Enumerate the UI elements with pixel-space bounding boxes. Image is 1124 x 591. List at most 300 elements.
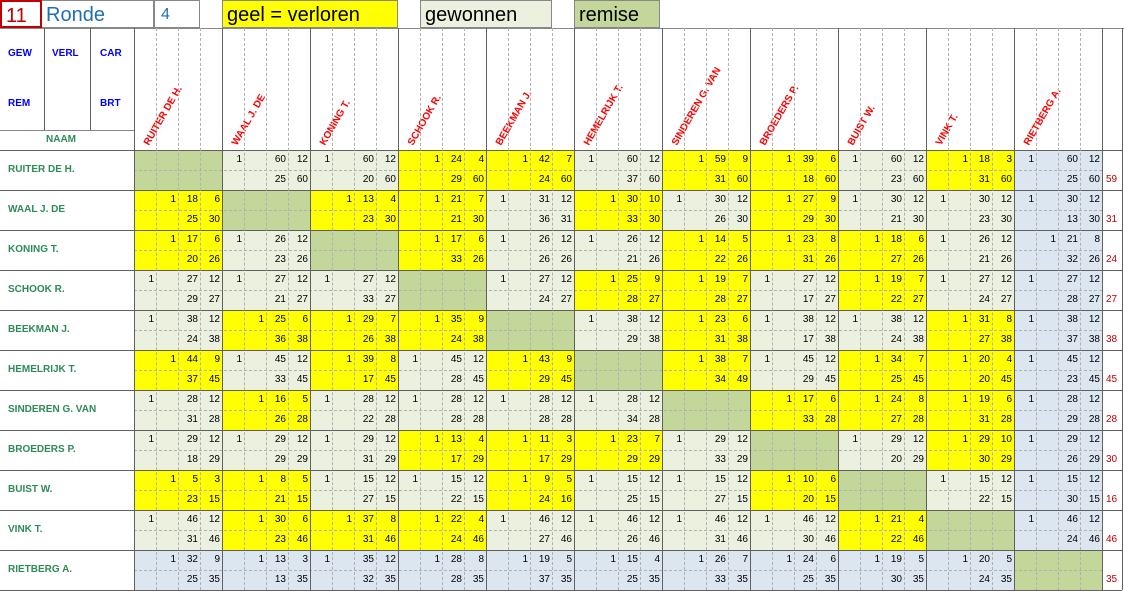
cell-value: 20	[890, 454, 902, 465]
cell-value: 29	[362, 314, 374, 325]
cell-value: 1	[522, 554, 528, 565]
cell-value: 21	[890, 514, 902, 525]
cell-value: 12	[912, 154, 924, 165]
cell-value: 29	[186, 434, 198, 445]
sub-column-line	[200, 28, 201, 590]
cell-value: 8	[830, 234, 836, 245]
cell-value: 12	[296, 434, 308, 445]
sub-column-line	[1036, 28, 1037, 590]
cell-value: 38	[648, 334, 660, 345]
cell-value: 30	[1000, 214, 1012, 225]
cell-value: 46	[648, 534, 660, 545]
cell-value: 12	[296, 354, 308, 365]
cell-value: 1	[346, 314, 352, 325]
cell-value: 33	[450, 254, 462, 265]
cell-value: 8	[918, 394, 924, 405]
cell-value: 26	[714, 554, 726, 565]
cell-value: 1	[434, 434, 440, 445]
cell-value: 1	[434, 234, 440, 245]
cell-value: 26	[560, 254, 572, 265]
cell-value: 12	[1000, 234, 1012, 245]
cell-value: 7	[918, 274, 924, 285]
column-separator	[398, 28, 399, 590]
cell-value: 1	[412, 354, 418, 365]
cell-value: 28	[450, 554, 462, 565]
cell-value: 1	[1028, 434, 1034, 445]
sub-column-line	[882, 28, 883, 590]
cell-value: 26	[714, 214, 726, 225]
cell-value: 6	[302, 514, 308, 525]
cell-value: 25	[626, 274, 638, 285]
cell-value: 35	[472, 574, 484, 585]
cell-value: 60	[1066, 154, 1078, 165]
cell-value: 17	[450, 454, 462, 465]
cell-value: 3	[1006, 154, 1012, 165]
cell-value: 29	[802, 214, 814, 225]
cell-value: 1	[962, 434, 968, 445]
player-name: RIETBERG A.	[8, 564, 73, 575]
row-separator	[0, 390, 1122, 391]
cell-value: 45	[1088, 374, 1100, 385]
cell-value: 1	[676, 194, 682, 205]
cell-value: 27	[384, 294, 396, 305]
cell-value: 6	[918, 234, 924, 245]
cell-value: 1	[610, 434, 616, 445]
sub-column-line	[354, 28, 355, 590]
cell-value: 43	[538, 354, 550, 365]
cell-value: 35	[362, 554, 374, 565]
cell-value: 26	[648, 254, 660, 265]
column-header: SCHOOK R.	[406, 92, 444, 148]
cell-value: 29	[1066, 434, 1078, 445]
cell-value: 60	[736, 174, 748, 185]
cell-value: 60	[274, 154, 286, 165]
cell-value: 16	[274, 394, 286, 405]
cell-value: 12	[648, 154, 660, 165]
cell-value: 18	[186, 194, 198, 205]
cell-value: 23	[978, 214, 990, 225]
cell-value: 26	[274, 234, 286, 245]
cell-value: 8	[390, 354, 396, 365]
cell-value: 38	[384, 334, 396, 345]
cell-value: 20	[362, 174, 374, 185]
cell-value: 29	[1066, 414, 1078, 425]
cell-value: 10	[648, 194, 660, 205]
cell-value: 6	[742, 314, 748, 325]
cell-value: 1	[852, 434, 858, 445]
cell-value: 28	[1066, 394, 1078, 405]
sub-column-line	[992, 28, 993, 590]
cell-value: 12	[384, 434, 396, 445]
cell-value: 34	[714, 374, 726, 385]
cell-value: 15	[978, 474, 990, 485]
cell-value: 12	[824, 314, 836, 325]
player-name: KONING T.	[8, 244, 59, 255]
cell-value: 17	[186, 234, 198, 245]
cell-value: 31	[714, 334, 726, 345]
sub-column-line	[442, 28, 443, 590]
cell-value: 59	[714, 154, 726, 165]
cell-value: 30	[978, 454, 990, 465]
cell-value: 1	[1028, 274, 1034, 285]
cell-value: 19	[714, 274, 726, 285]
cell-value: 60	[1000, 174, 1012, 185]
cell-value: 37	[626, 174, 638, 185]
cell-value: 20	[978, 554, 990, 565]
cell-value: 14	[714, 234, 726, 245]
cell-value: 1	[148, 514, 154, 525]
legend-brt: BRT	[100, 98, 121, 109]
cell-value: 46	[1088, 534, 1100, 545]
cell-value: 27	[978, 334, 990, 345]
cell-value: 1	[1028, 314, 1034, 325]
cell-value: 1	[324, 394, 330, 405]
cell-value: 45	[274, 354, 286, 365]
cell-value: 27	[538, 274, 550, 285]
cell-value: 31	[978, 314, 990, 325]
cell-value: 15	[714, 474, 726, 485]
cell-value: 25	[1066, 174, 1078, 185]
column-separator	[838, 28, 839, 590]
cell-value: 12	[384, 274, 396, 285]
cell-value: 9	[742, 154, 748, 165]
column-separator	[486, 28, 487, 590]
cell-value: 1	[940, 234, 946, 245]
column-header: SINDEREN G. VAN	[670, 65, 724, 148]
cell-value: 46	[824, 534, 836, 545]
cell-value: 38	[1088, 334, 1100, 345]
sub-column-line	[794, 28, 795, 590]
cell-value: 30	[912, 214, 924, 225]
cell-value: 1	[1028, 474, 1034, 485]
cell-value: 20	[978, 354, 990, 365]
cell-value: 26	[538, 254, 550, 265]
cell-value: 23	[802, 234, 814, 245]
cell-value: 1	[874, 554, 880, 565]
column-header: RUITER DE H.	[142, 84, 185, 148]
cell-value: 1	[236, 354, 242, 365]
cell-value: 1	[698, 314, 704, 325]
cell-value: 12	[472, 354, 484, 365]
cell-value: 27	[714, 494, 726, 505]
cell-value: 22	[450, 494, 462, 505]
cell-value: 17	[538, 454, 550, 465]
row-total: 27	[1106, 294, 1118, 305]
legend-gew: GEW	[8, 48, 32, 59]
row-total: 31	[1106, 214, 1118, 225]
cell-value: 28	[450, 414, 462, 425]
cell-value: 35	[208, 574, 220, 585]
cell-value: 1	[588, 514, 594, 525]
cell-value: 3	[214, 474, 220, 485]
cell-value: 46	[714, 514, 726, 525]
cell-value: 29	[890, 434, 902, 445]
cell-value: 18	[802, 174, 814, 185]
cell-value: 1	[412, 394, 418, 405]
legend-rem: REM	[8, 98, 31, 109]
cell-value: 35	[1000, 574, 1012, 585]
cell-value: 39	[802, 154, 814, 165]
cell-value: 38	[1066, 314, 1078, 325]
player-name: BROEDERS P.	[8, 444, 76, 455]
cell-value: 26	[296, 254, 308, 265]
cell-value: 60	[648, 174, 660, 185]
cell-value: 1	[786, 194, 792, 205]
cell-value: 12	[296, 234, 308, 245]
cell-value: 22	[890, 294, 902, 305]
cell-value: 7	[566, 154, 572, 165]
cell-value: 29	[978, 434, 990, 445]
cell-value: 29	[626, 334, 638, 345]
cell-value: 31	[714, 174, 726, 185]
cell-value: 30	[714, 194, 726, 205]
cell-value: 24	[450, 534, 462, 545]
sub-column-line	[530, 28, 531, 590]
cell-value: 29	[296, 454, 308, 465]
cell-value: 1	[786, 234, 792, 245]
row-separator	[0, 230, 1122, 231]
column-header: WAAL J. DE	[230, 92, 269, 148]
cell-value: 1	[148, 314, 154, 325]
cell-value: 60	[824, 174, 836, 185]
cell-value: 1	[588, 394, 594, 405]
cell-value: 28	[450, 574, 462, 585]
cell-value: 12	[560, 194, 572, 205]
cell-value: 27	[736, 294, 748, 305]
cell-value: 35	[736, 574, 748, 585]
column-separator	[574, 28, 575, 590]
cell-value: 26	[1066, 454, 1078, 465]
cell-value: 1	[962, 154, 968, 165]
cell-value: 38	[824, 334, 836, 345]
cell-value: 25	[626, 574, 638, 585]
cell-value: 1	[522, 434, 528, 445]
cell-value: 4	[478, 514, 484, 525]
cell-value: 31	[186, 534, 198, 545]
cell-value: 60	[890, 154, 902, 165]
cell-value: 18	[186, 454, 198, 465]
cell-value: 26	[912, 254, 924, 265]
cell-value: 1	[258, 314, 264, 325]
cell-value: 12	[648, 394, 660, 405]
column-header: BUIST W.	[846, 103, 878, 148]
cell-value: 46	[472, 534, 484, 545]
cell-value: 5	[1006, 554, 1012, 565]
sub-column-line	[684, 28, 685, 590]
cell-value: 1	[324, 554, 330, 565]
cell-value: 28	[912, 414, 924, 425]
cell-value: 12	[1088, 194, 1100, 205]
cell-value: 12	[296, 154, 308, 165]
cell-value: 30	[1088, 214, 1100, 225]
cell-value: 1	[940, 274, 946, 285]
cell-value: 1	[852, 314, 858, 325]
sub-column-line	[860, 28, 861, 590]
cell-value: 34	[626, 414, 638, 425]
cell-value: 35	[824, 574, 836, 585]
cell-value: 20	[186, 254, 198, 265]
cell-value: 1	[874, 354, 880, 365]
cell-value: 1	[500, 514, 506, 525]
cell-value: 60	[626, 154, 638, 165]
cell-value: 21	[1066, 234, 1078, 245]
cell-value: 23	[186, 494, 198, 505]
cell-value: 12	[1000, 274, 1012, 285]
cell-value: 5	[302, 474, 308, 485]
cell-value: 7	[918, 354, 924, 365]
cell-value: 1	[148, 434, 154, 445]
player-name: BEEKMAN J.	[8, 324, 70, 335]
cell-value: 15	[626, 554, 638, 565]
cell-value: 29	[538, 374, 550, 385]
cell-value: 37	[362, 514, 374, 525]
cell-value: 1	[434, 154, 440, 165]
row-total: 45	[1106, 374, 1118, 385]
cell-value: 31	[186, 414, 198, 425]
cell-value: 12	[1088, 274, 1100, 285]
cell-value: 1	[324, 154, 330, 165]
cell-value: 27	[912, 294, 924, 305]
column-separator	[926, 28, 927, 590]
cell-value: 30	[626, 194, 638, 205]
cell-value: 1	[522, 474, 528, 485]
cell-value: 45	[802, 354, 814, 365]
cell-value: 1	[500, 194, 506, 205]
cell-value: 12	[1000, 194, 1012, 205]
cell-value: 60	[384, 174, 396, 185]
cell-value: 26	[472, 254, 484, 265]
cell-value: 12	[1088, 154, 1100, 165]
cell-value: 1	[874, 514, 880, 525]
cell-value: 12	[736, 434, 748, 445]
cell-value: 34	[890, 354, 902, 365]
cell-value: 13	[274, 554, 286, 565]
cell-value: 7	[654, 434, 660, 445]
cell-value: 11	[539, 434, 550, 445]
cell-value: 29	[362, 434, 374, 445]
cell-value: 5	[302, 394, 308, 405]
row-separator	[0, 510, 1122, 511]
cell-value: 9	[830, 194, 836, 205]
row-separator	[0, 470, 1122, 471]
cell-value: 6	[214, 234, 220, 245]
cell-value: 24	[978, 574, 990, 585]
cell-value: 8	[390, 514, 396, 525]
cell-value: 15	[472, 494, 484, 505]
cell-value: 4	[478, 154, 484, 165]
cell-value: 19	[538, 554, 550, 565]
column-separator	[310, 28, 311, 590]
cell-value: 1	[170, 474, 176, 485]
legend-draw: remise	[574, 0, 660, 28]
cell-value: 37	[1066, 334, 1078, 345]
cell-value: 1	[522, 154, 528, 165]
cell-value: 46	[802, 514, 814, 525]
cell-value: 20	[978, 374, 990, 385]
row-separator	[0, 430, 1122, 431]
cell-value: 12	[384, 154, 396, 165]
cell-value: 29	[472, 454, 484, 465]
top-bar-divider	[0, 28, 1124, 29]
cell-value: 1	[588, 474, 594, 485]
cell-value: 1	[588, 234, 594, 245]
cell-value: 1	[1028, 514, 1034, 525]
cell-value: 1	[346, 514, 352, 525]
cell-value: 1	[434, 554, 440, 565]
cell-value: 46	[912, 534, 924, 545]
cell-value: 28	[824, 414, 836, 425]
player-name: BUIST W.	[8, 484, 53, 495]
cell-value: 24	[802, 554, 814, 565]
cell-value: 1	[940, 194, 946, 205]
cell-value: 1	[588, 154, 594, 165]
cell-value: 60	[472, 174, 484, 185]
cell-value: 12	[736, 474, 748, 485]
cell-value: 38	[626, 314, 638, 325]
cell-value: 6	[830, 474, 836, 485]
cell-value: 12	[560, 234, 572, 245]
cell-value: 1	[698, 274, 704, 285]
cell-value: 27	[362, 494, 374, 505]
cell-value: 26	[362, 334, 374, 345]
cell-value: 35	[912, 574, 924, 585]
cell-value: 13	[274, 574, 286, 585]
cell-value: 12	[208, 314, 220, 325]
cell-value: 5	[566, 554, 572, 565]
cell-value: 6	[830, 554, 836, 565]
cell-value: 23	[274, 254, 286, 265]
cell-value: 12	[384, 474, 396, 485]
player-name: HEMELRIJK T.	[8, 364, 77, 375]
cell-value: 23	[362, 214, 374, 225]
cell-value: 21	[626, 254, 638, 265]
cell-value: 26	[978, 234, 990, 245]
cell-value: 44	[186, 354, 198, 365]
cell-value: 21	[890, 214, 902, 225]
cell-value: 46	[626, 514, 638, 525]
cell-value: 20	[802, 494, 814, 505]
row-total: 59	[1106, 174, 1118, 185]
cell-value: 28	[208, 414, 220, 425]
cell-value: 30	[802, 534, 814, 545]
cell-value: 4	[1006, 354, 1012, 365]
player-name: VINK T.	[8, 524, 43, 535]
cell-value: 17	[802, 334, 814, 345]
cell-value: 28	[1066, 294, 1078, 305]
cell-value: 4	[918, 514, 924, 525]
cell-value: 46	[538, 514, 550, 525]
cell-value: 1	[698, 234, 704, 245]
cell-value: 31	[714, 534, 726, 545]
cell-value: 21	[274, 294, 286, 305]
cell-value: 27	[560, 294, 572, 305]
sub-column-line	[640, 28, 641, 590]
cell-value: 1	[764, 514, 770, 525]
cell-value: 21	[450, 194, 462, 205]
row-total: 38	[1106, 334, 1118, 345]
cell-value: 1	[500, 274, 506, 285]
legend-car: CAR	[100, 48, 122, 59]
cell-value: 28	[560, 414, 572, 425]
sub-column-line	[970, 28, 971, 590]
cell-value: 12	[648, 514, 660, 525]
sub-column-line	[266, 28, 267, 590]
cell-value: 6	[302, 314, 308, 325]
cell-value: 28	[538, 394, 550, 405]
cell-value: 1	[258, 514, 264, 525]
sub-column-line	[244, 28, 245, 590]
cell-value: 21	[978, 254, 990, 265]
